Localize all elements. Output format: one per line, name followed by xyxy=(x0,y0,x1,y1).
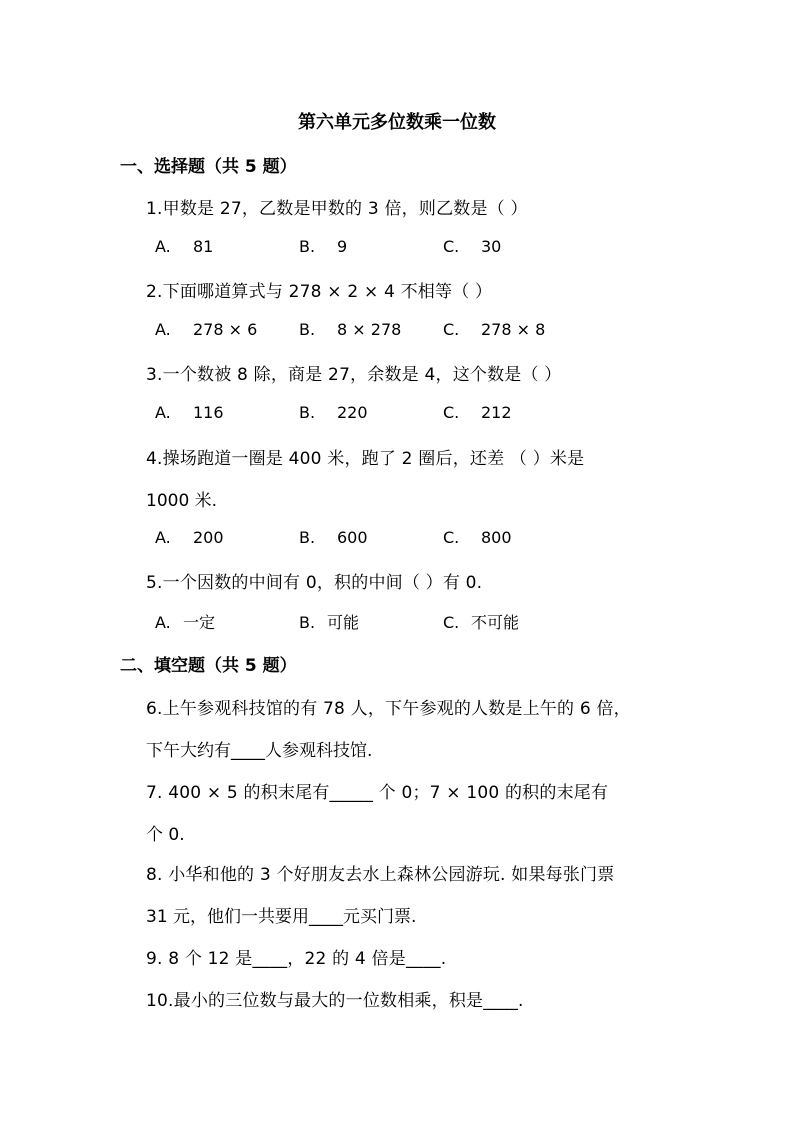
section-heading-fill-in: 二、填空题（共 5 题） xyxy=(120,656,297,676)
question-3-text: 3.一个数被 8 除，商是 27，余数是 4，这个数是（ ） xyxy=(146,365,562,385)
question-6-text: 6.上午参观科技馆的有 78 人，下午参观的人数是上午的 6 倍， xyxy=(146,699,631,719)
question-2-text: 2.下面哪道算式与 278 × 2 × 4 不相等（ ） xyxy=(146,282,493,302)
page-title: 第六单元多位数乘一位数 xyxy=(298,112,496,133)
option-b: B. 600 xyxy=(299,528,368,547)
question-5-text: 5.一个因数的中间有 0，积的中间（ ）有 0. xyxy=(146,573,483,593)
question-7-text-cont: 个 0. xyxy=(146,825,185,845)
option-c: C. 不可能 xyxy=(443,613,520,632)
option-b: B. 9 xyxy=(299,237,348,256)
option-c: C. 278 × 8 xyxy=(443,320,546,339)
option-c: C. 800 xyxy=(443,528,512,547)
question-1-text: 1.甲数是 27，乙数是甲数的 3 倍，则乙数是（ ） xyxy=(146,199,528,219)
question-8-text: 8. 小华和他的 3 个好朋友去水上森林公园游玩. 如果每张门票 xyxy=(146,865,615,885)
question-9-text: 9. 8 个 12 是____，22 的 4 倍是____. xyxy=(146,949,447,969)
question-7-text: 7. 400 × 5 的积末尾有_____ 个 0；7 × 100 的积的末尾有 xyxy=(146,783,609,803)
option-b: B. 8 × 278 xyxy=(299,320,402,339)
option-c: C. 30 xyxy=(443,237,502,256)
option-b: B. 220 xyxy=(299,403,368,422)
option-a: A. 一定 xyxy=(155,613,216,632)
option-a: A. 200 xyxy=(155,528,224,547)
option-b: B. 可能 xyxy=(299,613,360,632)
option-c: C. 212 xyxy=(443,403,512,422)
section-heading-choice: 一、选择题（共 5 题） xyxy=(120,157,297,177)
question-4-text-cont: 1000 米. xyxy=(146,491,218,511)
option-a: A. 278 × 6 xyxy=(155,320,258,339)
question-8-text-cont: 31 元，他们一共要用____元买门票. xyxy=(146,907,417,927)
option-a: A. 116 xyxy=(155,403,224,422)
question-4-text: 4.操场跑道一圈是 400 米，跑了 2 圈后，还差 （ ）米是 xyxy=(146,449,585,469)
question-6-text-cont: 下午大约有____人参观科技馆. xyxy=(146,741,373,761)
question-10-text: 10.最小的三位数与最大的一位数相乘，积是____. xyxy=(146,991,524,1011)
option-a: A. 81 xyxy=(155,237,214,256)
